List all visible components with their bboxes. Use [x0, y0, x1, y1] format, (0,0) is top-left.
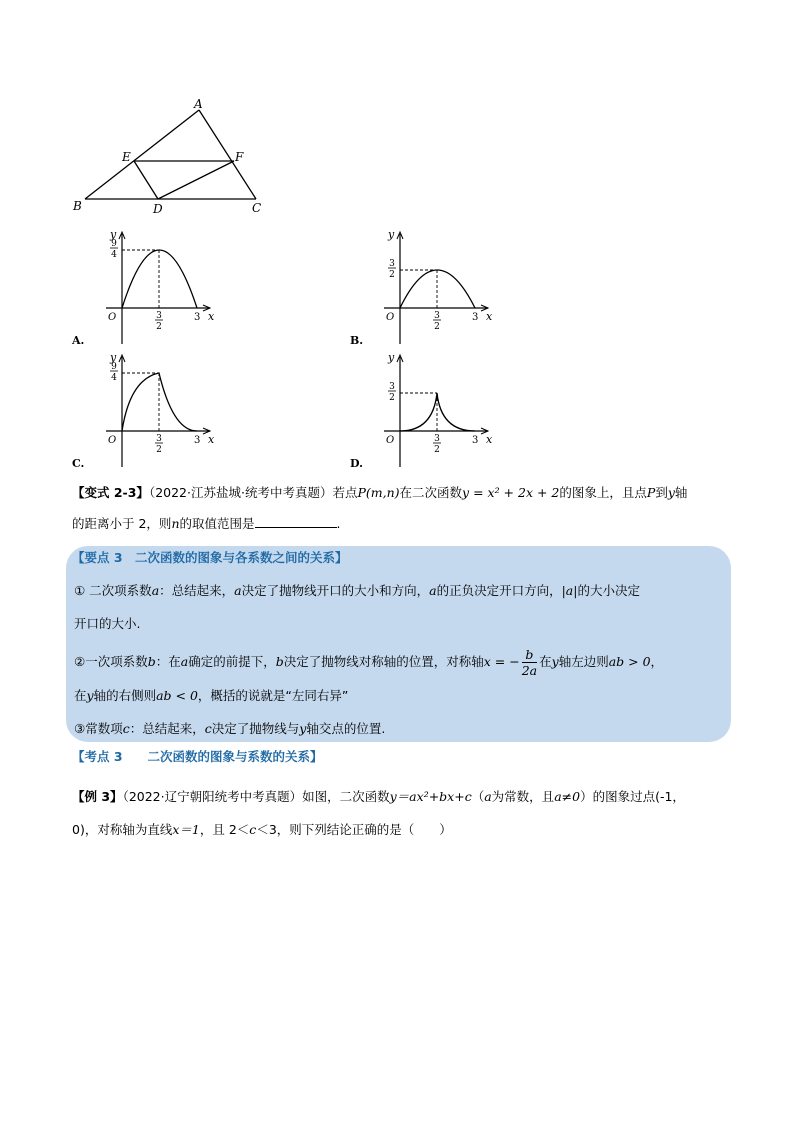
x-axis-label: x — [486, 433, 493, 446]
function-curve — [122, 250, 197, 308]
var-y: y — [551, 654, 559, 669]
text: 到 — [655, 485, 668, 500]
x-axis-label: x — [486, 310, 493, 323]
option-letter: B. — [350, 334, 364, 347]
var-a: a — [180, 654, 189, 669]
fraction-denominator: 4 — [111, 373, 117, 383]
origin-label: O — [108, 435, 117, 446]
text: 在二次函数 — [399, 485, 463, 500]
var-a: a — [429, 583, 437, 598]
key-point-item1-line1 — [74, 581, 640, 601]
axis-of-symmetry: x＝1 — [172, 822, 200, 837]
text: ③常数项 — [74, 721, 123, 736]
text: ，概括的说就是“左同右异” — [197, 688, 349, 703]
text: 若点 — [332, 485, 358, 500]
option-letter: D. — [350, 457, 363, 470]
text: 轴交点的位置. — [306, 721, 386, 736]
origin-label: O — [386, 435, 395, 446]
var-y: y — [86, 688, 94, 703]
function-expression: y = x² + 2x + 2 — [462, 485, 560, 500]
peak-y-label — [110, 239, 118, 260]
label-a: A — [194, 97, 203, 111]
y-axis-label: y — [110, 351, 117, 364]
text: ，且 2＜ — [199, 822, 250, 837]
function-expression: y＝ax²+bx+c — [389, 789, 472, 804]
x-mid-label — [433, 311, 441, 332]
text: 为常数，且 — [491, 789, 555, 804]
inequality-ab-positive: ab > 0 — [608, 654, 651, 669]
function-curve — [122, 373, 197, 431]
example-line1 — [72, 787, 685, 807]
text: ① 二次项系数 — [74, 583, 152, 598]
fraction-numerator: 3 — [389, 382, 395, 392]
var-b: b — [275, 654, 284, 669]
y-axis-label: y — [110, 228, 117, 241]
bianshi-tag: 【变式 2-3】 — [72, 485, 149, 500]
fraction-numerator: 9 — [111, 362, 117, 372]
key-point-item2-line2 — [74, 686, 348, 706]
side-ab — [85, 110, 199, 199]
bianshi-source: （2022·江苏盐城·统考中考真题） — [148, 485, 333, 500]
text: ＜3，则下列结论正确的是（ ） — [256, 822, 452, 837]
x-mid-label — [155, 311, 163, 332]
peak-y-label — [388, 259, 396, 280]
option-graph-d[interactable] — [348, 345, 508, 470]
var-c: c — [122, 721, 130, 736]
fraction-denominator: 2 — [156, 445, 162, 455]
option-letter: A. — [72, 334, 85, 347]
condition-a-nonzero: a≠0 — [554, 789, 581, 804]
label-d: D — [153, 202, 163, 216]
option-graph-c[interactable] — [70, 345, 230, 470]
text: ②一次项系数 — [74, 654, 148, 669]
var-y: y — [299, 721, 307, 736]
x-axis-label: x — [208, 310, 215, 323]
key-point-item1-line2: 开口的大小. — [74, 616, 141, 631]
key-point-item2-line1 — [74, 647, 663, 678]
var-c: c — [249, 822, 257, 837]
fraction-denominator: 2 — [156, 322, 162, 332]
var-c: c — [204, 721, 212, 736]
text: 的距离小于 2，则 — [72, 516, 172, 531]
peak-y-label — [110, 362, 118, 383]
var-a: a — [484, 789, 492, 804]
option-graph-b[interactable] — [348, 222, 508, 347]
key-point-title: 【要点 3 二次函数的图象与各系数之间的关系】 — [72, 550, 348, 565]
text: ：总结起来， — [159, 583, 235, 598]
origin-label: O — [386, 312, 395, 323]
label-f: F — [235, 150, 244, 164]
axis-equation: x = − — [483, 654, 520, 669]
abs-a: |a| — [561, 583, 578, 598]
example-line2 — [72, 820, 452, 840]
text: 的取值范围是 — [179, 516, 255, 531]
fraction-b-over-2a — [522, 647, 537, 678]
fraction-numerator: 3 — [434, 311, 440, 321]
text: 的图象上，且点 — [559, 485, 647, 500]
triangle-figure — [70, 95, 270, 220]
fraction-denominator: 2 — [389, 393, 395, 403]
var-p: P — [646, 485, 656, 500]
fraction-numerator: 3 — [389, 259, 395, 269]
text: 确定的前提下， — [188, 654, 276, 669]
var-b: b — [147, 654, 156, 669]
text: 决定了抛物线开口的大小和方向， — [241, 583, 430, 598]
fraction-denominator: 2 — [434, 445, 440, 455]
text: ， — [650, 654, 664, 669]
var-y: y — [667, 485, 675, 500]
key-point-box — [66, 546, 731, 742]
x-mid-label — [433, 434, 441, 455]
fraction-numerator: 3 — [434, 434, 440, 444]
function-curve — [400, 393, 475, 431]
segment-ed — [134, 161, 158, 199]
label-e: E — [122, 150, 131, 164]
x-end-label: 3 — [472, 435, 479, 446]
fraction-denominator: 2 — [434, 322, 440, 332]
x-axis-label: x — [208, 433, 215, 446]
var-n: n — [171, 516, 180, 531]
fraction-denominator: 2a — [521, 663, 538, 678]
inequality-ab-negative: ab < 0 — [156, 688, 198, 703]
y-axis-label: y — [388, 351, 395, 364]
fraction-numerator: 3 — [156, 311, 162, 321]
text: 0)，对称轴为直线 — [72, 822, 173, 837]
fraction-numerator: 3 — [156, 434, 162, 444]
text: ：总结起来， — [129, 721, 205, 736]
text: 在 — [539, 654, 552, 669]
bianshi-line1 — [72, 483, 687, 503]
bianshi-line2 — [72, 514, 341, 534]
label-b: B — [73, 199, 82, 213]
origin-label: O — [108, 312, 117, 323]
x-end-label: 3 — [194, 312, 201, 323]
text: 轴的右侧则 — [93, 688, 157, 703]
text: ：在 — [155, 654, 181, 669]
text: 决定了抛物线对称轴的位置，对称轴 — [283, 654, 484, 669]
var-a: a — [234, 583, 242, 598]
point-p-mn: P(m,n) — [357, 485, 400, 500]
x-end-label: 3 — [194, 435, 201, 446]
key-point-item3 — [74, 719, 385, 739]
exam-point-title: 【考点 3 二次函数的图象与系数的关系】 — [72, 749, 323, 764]
text: 轴左边则 — [558, 654, 609, 669]
label-c: C — [252, 201, 262, 215]
text: 决定了抛物线与 — [211, 721, 300, 736]
option-graph-a[interactable] — [70, 222, 230, 347]
text: （ — [471, 789, 485, 804]
fraction-numerator: b — [522, 647, 537, 663]
text: 在 — [74, 688, 87, 703]
text: 的大小决定 — [577, 583, 640, 598]
text: . — [336, 516, 341, 531]
text: ）的图象过点(-1， — [580, 789, 685, 804]
text: 如图，二次函数 — [302, 789, 390, 804]
y-axis-label: y — [388, 228, 395, 241]
side-ac — [199, 110, 256, 199]
fraction-numerator: 9 — [111, 239, 117, 249]
segment-df — [158, 161, 234, 199]
x-mid-label — [155, 434, 163, 455]
fraction-denominator: 4 — [111, 250, 117, 260]
example-tag: 【例 3】 — [72, 789, 123, 804]
text: 轴 — [674, 485, 688, 500]
x-end-label: 3 — [472, 312, 479, 323]
example-source: （2022·辽宁朝阳统考中考真题） — [122, 789, 303, 804]
peak-y-label — [388, 382, 396, 403]
option-letter: C. — [72, 457, 85, 470]
text: 的正负决定开口方向， — [436, 583, 562, 598]
fraction-denominator: 2 — [389, 270, 395, 280]
function-curve — [400, 270, 475, 308]
answer-blank[interactable] — [255, 515, 337, 528]
var-a: a — [151, 583, 160, 598]
